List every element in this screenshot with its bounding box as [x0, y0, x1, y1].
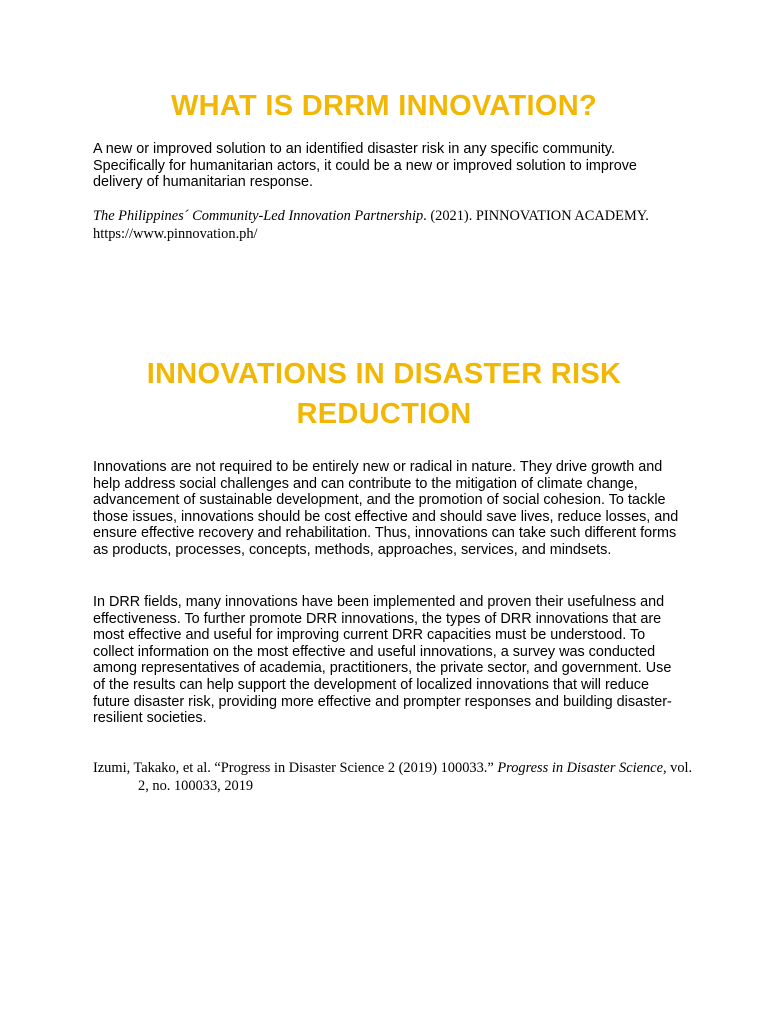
- citation-title: The Philippines´ Community-Led Innovation Partnership: [93, 208, 424, 224]
- drr-fields-paragraph: In DRR fields, many innovations have been implemented and proven their usefulness and effectiveness. To further promote DRR innovations, the types of DRR innovations that are most effective and useful for improving current DRR capacities must be understood. To collect information on the most effective and useful innovations, a survey was conducted among representatives of academia, practitioners, the private sector, and government. Use of the results can help support the development of localized innovations that will reduce future disaster risk, providing more effective and prompter responses and building disaster-resilient societies.: [93, 594, 672, 727]
- citation-lead: Izumi, Takako, et al. “Progress in Disaster Science 2 (2019) 100033.”: [93, 760, 498, 776]
- citation-rest: . (2021). PINNOVATION ACADEMY. https://www.pinnovation.ph/: [93, 208, 649, 242]
- section-heading-drrm-innovation: WHAT IS DRRM INNOVATION?: [170, 90, 598, 122]
- definition-paragraph: A new or improved solution to an identified disaster risk in any specific community. Specifically for humanitarian actors, it could be a new or improved solution to improve delivery of humanitarian response.: [93, 141, 637, 191]
- citation-pinnovation: [93, 208, 673, 243]
- section-heading-innovations-drr: INNOVATIONS IN DISASTER RISK REDUCTION: [146, 358, 622, 430]
- citation-izumi: [93, 760, 706, 795]
- citation-details: , vol. 2, no. 100033, 2019: [138, 760, 693, 794]
- innovations-paragraph: Innovations are not required to be entirely new or radical in nature. They drive growth and help address social challenges and can contribute to the mitigation of climate change, advancement of sustainable development, and the promotion of social cohesion. To tackle those issues, innovations should be cost effective and should save lives, reduce losses, and ensure effective recovery and rehabilitation. Thus, innovations can take such different forms as products, processes, concepts, methods, approaches, services, and mindsets.: [93, 459, 679, 558]
- citation-journal: Progress in Disaster Science: [497, 760, 663, 776]
